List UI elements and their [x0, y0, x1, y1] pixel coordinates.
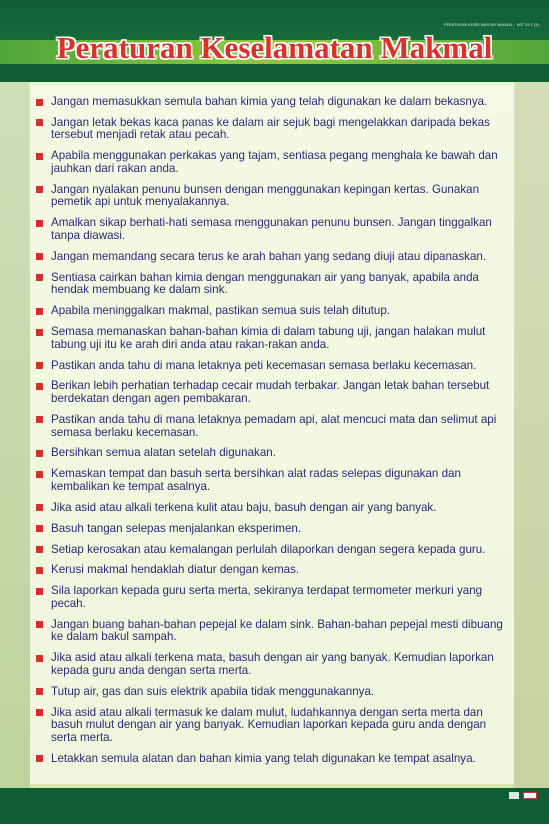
- rule-item: [36, 305, 512, 318]
- bullet-square-icon: [36, 153, 43, 160]
- publisher-logo-icon: [509, 792, 519, 799]
- rule-text: Jangan letak bekas kaca panas ke dalam air sejuk bagi mengelakkan daripada bekas tersebut menjadi retak atau pecah.: [51, 115, 490, 142]
- bullet-square-icon: [36, 471, 43, 478]
- rule-item: [36, 502, 512, 515]
- left-photo-edge: [0, 82, 30, 788]
- right-photo-edge: [514, 82, 549, 788]
- rule-text: Jika asid atau alkali terkena kulit atau baju, basuh dengan air yang banyak.: [51, 500, 437, 514]
- rule-item: [36, 564, 512, 577]
- rule-text: Jangan memandang secara terus ke arah bahan yang sedang diuji atau dipanaskan.: [51, 249, 487, 263]
- rule-text: Jika asid atau alkali termasuk ke dalam mulut, ludahkannya dengan serta merta dan basuh mulut dengan air yang banyak. Kemudian laporkan kepada guru anda dengan serta merta.: [51, 705, 487, 744]
- rule-text: Jangan nyalakan penunu bunsen dengan menggunakan kepingan kertas. Gunakan pemetik api untuk menyalakannya.: [51, 182, 480, 209]
- rule-item: [36, 380, 512, 405]
- bullet-square-icon: [36, 525, 43, 532]
- bullet-square-icon: [36, 621, 43, 628]
- bullet-square-icon: [36, 99, 43, 106]
- rule-item: [36, 707, 512, 745]
- bullet-square-icon: [36, 119, 43, 126]
- bullet-square-icon: [36, 383, 43, 390]
- bullet-square-icon: [36, 450, 43, 457]
- rule-item: [36, 619, 512, 644]
- rule-text: Sila laporkan kepada guru serta merta, sekiranya terdapat termometer merkuri yang pecah.: [51, 584, 483, 610]
- rule-item: [36, 447, 512, 460]
- rule-item: [36, 523, 512, 536]
- rule-text: Semasa memanaskan bahan-bahan kimia di dalam tabung uji, jangan halakan mulut tabung uji itu ke arah diri anda atau rakan-rakan anda.: [51, 325, 486, 351]
- rule-text: Setiap kerosakan atau kemalangan perlulah dilaporkan dengan segera kepada guru.: [51, 542, 486, 556]
- rule-text: Kemaskan tempat dan basuh serta bersihkan alat radas selepas digunakan dan kembalikan ke tempat asalnya.: [51, 467, 461, 493]
- rule-item: [36, 544, 512, 557]
- bullet-square-icon: [36, 308, 43, 315]
- rule-text: Sentiasa cairkan bahan kimia dengan menggunakan air yang banyak, apabila anda hendak membuang ke dalam sink.: [51, 270, 479, 297]
- bullet-square-icon: [36, 546, 43, 553]
- rule-text: Kerusi makmal hendaklah diatur dengan kemas.: [51, 563, 300, 577]
- bullet-square-icon: [36, 362, 43, 369]
- checkmark-logo-icon: [523, 792, 537, 799]
- bullet-square-icon: [36, 709, 43, 716]
- rule-item: [36, 686, 512, 699]
- rule-item: [36, 360, 512, 373]
- document-code: PERATURAN KESELAMATAN MAKMAL · KRT 09 1 (5): [444, 23, 539, 27]
- rule-text: Amalkan sikap berhati-hati semasa menggunakan penunu bunsen. Jangan tinggalkan tanpa diawasi.: [51, 216, 492, 242]
- bullet-square-icon: [36, 588, 43, 595]
- bullet-square-icon: [36, 220, 43, 227]
- rule-item: [36, 184, 512, 209]
- rule-item: [36, 468, 512, 493]
- rule-item: [36, 585, 512, 610]
- rule-item: [36, 96, 512, 109]
- bullet-square-icon: [36, 253, 43, 260]
- poster-title: Peraturan Keselamatan Makmal: [56, 30, 493, 65]
- rule-text: Berikan lebih perhatian terhadap cecair mudah terbakar. Jangan letak bahan tersebut berdekatan dengan agen pembakaran.: [51, 379, 490, 406]
- rule-text: Apabila meninggalkan makmal, pastikan semua suis telah ditutup.: [51, 304, 390, 318]
- rule-item: [36, 272, 512, 297]
- rule-text: Basuh tangan selepas menjalankan eksperimen.: [51, 521, 302, 535]
- bullet-square-icon: [36, 755, 43, 762]
- rule-text: Jangan memasukkan semula bahan kimia yang telah digunakan ke dalam bekasnya.: [51, 95, 488, 108]
- bullet-square-icon: [36, 504, 43, 511]
- rule-text: Jangan buang bahan-bahan pepejal ke dalam sink. Bahan-bahan pepejal mesti dibuang ke dalam bakul sampah.: [51, 617, 503, 644]
- rules-list: [36, 96, 512, 774]
- rule-text: Pastikan anda tahu di mana letaknya pemadam api, alat mencuci mata dan selimut api semasa berlaku kecemasan.: [51, 412, 497, 439]
- rule-text: Jika asid atau alkali terkena mata, basuh dengan air yang banyak. Kemudian laporkan kepada guru anda dengan serta merta.: [51, 651, 494, 677]
- bullet-square-icon: [36, 329, 43, 336]
- rule-item: [36, 652, 512, 677]
- bullet-square-icon: [36, 688, 43, 695]
- bullet-square-icon: [36, 274, 43, 281]
- publisher-logo: [509, 792, 537, 799]
- rule-item: [36, 326, 512, 351]
- footer-bar: [0, 788, 549, 824]
- rule-text: Tutup air, gas dan suis elektrik apabila tidak menggunakannya.: [51, 684, 375, 698]
- bullet-square-icon: [36, 186, 43, 193]
- rule-item: [36, 251, 512, 264]
- rule-text: Pastikan anda tahu di mana letaknya peti kecemasan semasa berlaku kecemasan.: [51, 358, 477, 372]
- rule-item: [36, 217, 512, 242]
- bullet-square-icon: [36, 655, 43, 662]
- rule-item: [36, 150, 512, 175]
- rule-text: Bersihkan semua alatan setelah digunakan.: [51, 446, 276, 460]
- rule-item: [36, 753, 512, 766]
- rule-item: [36, 117, 512, 142]
- rule-item: [36, 414, 512, 439]
- bullet-square-icon: [36, 567, 43, 574]
- bullet-square-icon: [36, 416, 43, 423]
- rule-text: Letakkan semula alatan dan bahan kimia yang telah digunakan ke tempat asalnya.: [51, 751, 476, 765]
- rule-text: Apabila menggunakan perkakas yang tajam, sentiasa pegang menghala ke bawah dan jauhkan dari rakan anda.: [51, 149, 498, 175]
